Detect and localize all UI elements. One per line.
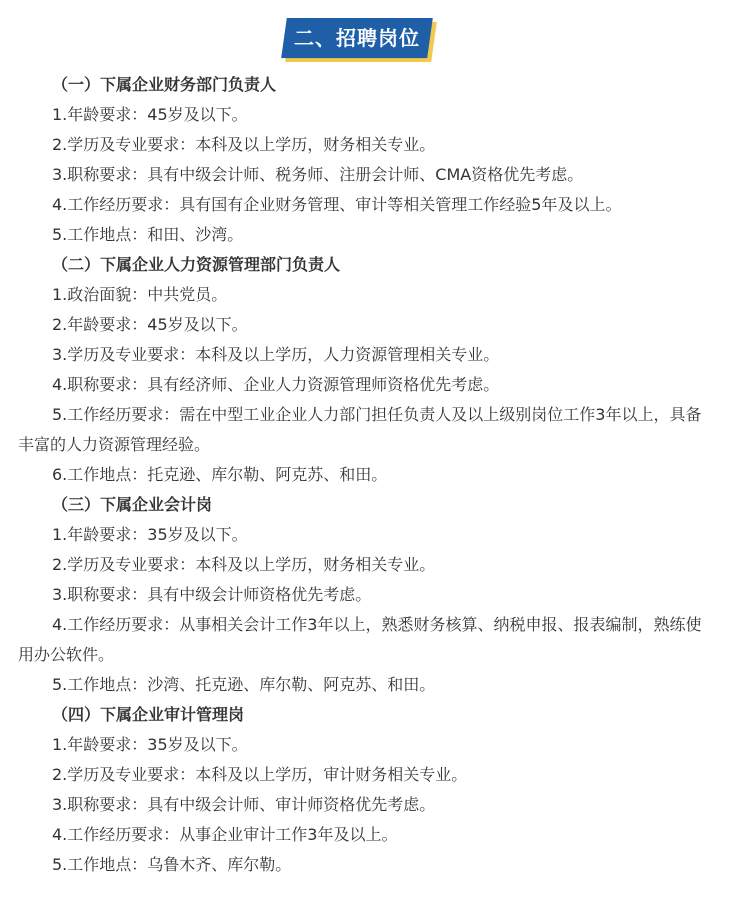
requirement-line: 4.职称要求：具有经济师、企业人力资源管理师资格优先考虑。 [52, 375, 500, 394]
job-title-2: （二）下属企业人力资源管理部门负责人 [52, 255, 341, 274]
requirement-line: 1.政治面貌：中共党员。 [52, 285, 228, 304]
requirement-line: 4.工作经历要求：从事相关会计工作3年以上，熟悉财务核算、纳税申报、报表编制，熟练使用办公软件。 [18, 615, 702, 664]
requirement-line: 3.职称要求：具有中级会计师、税务师、注册会计师、CMA资格优先考虑。 [52, 165, 584, 184]
requirement-line: 6.工作地点：托克逊、库尔勒、阿克苏、和田。 [52, 465, 388, 484]
requirement-line: 1.年龄要求：35岁及以下。 [52, 525, 248, 544]
requirement-line: 2.学历及专业要求：本科及以上学历，财务相关专业。 [52, 135, 436, 154]
section-title-badge [284, 18, 432, 58]
job-list [18, 70, 708, 880]
section-header [0, 0, 732, 64]
job-title-3: （三）下属企业会计岗 [52, 495, 213, 514]
requirement-line: 2.学历及专业要求：本科及以上学历，审计财务相关专业。 [52, 765, 468, 784]
requirement-line: 3.职称要求：具有中级会计师、审计师资格优先考虑。 [52, 795, 436, 814]
job-title-1: （一）下属企业财务部门负责人 [52, 75, 277, 94]
requirement-line: 1.年龄要求：45岁及以下。 [52, 105, 248, 124]
requirement-line: 5.工作经历要求：需在中型工业企业人力部门担任负责人及以上级别岗位工作3年以上，具备丰富的人力资源管理经验。 [18, 405, 702, 454]
requirement-line: 3.职称要求：具有中级会计师资格优先考虑。 [52, 585, 372, 604]
requirement-line: 3.学历及专业要求：本科及以上学历，人力资源管理相关专业。 [52, 345, 500, 364]
requirement-line: 4.工作经历要求：从事企业审计工作3年及以上。 [52, 825, 398, 844]
section-title: 二、招聘岗位 [294, 26, 420, 50]
requirement-line: 2.学历及专业要求：本科及以上学历，财务相关专业。 [52, 555, 436, 574]
requirement-line: 5.工作地点：乌鲁木齐、库尔勒。 [52, 855, 292, 874]
requirement-line: 1.年龄要求：35岁及以下。 [52, 735, 248, 754]
requirement-line: 2.年龄要求：45岁及以下。 [52, 315, 248, 334]
job-title-4: （四）下属企业审计管理岗 [52, 705, 245, 724]
requirement-line: 4.工作经历要求：具有国有企业财务管理、审计等相关管理工作经验5年及以上。 [52, 195, 622, 214]
requirement-line: 5.工作地点：沙湾、托克逊、库尔勒、阿克苏、和田。 [52, 675, 436, 694]
requirement-line: 5.工作地点：和田、沙湾。 [52, 225, 244, 244]
